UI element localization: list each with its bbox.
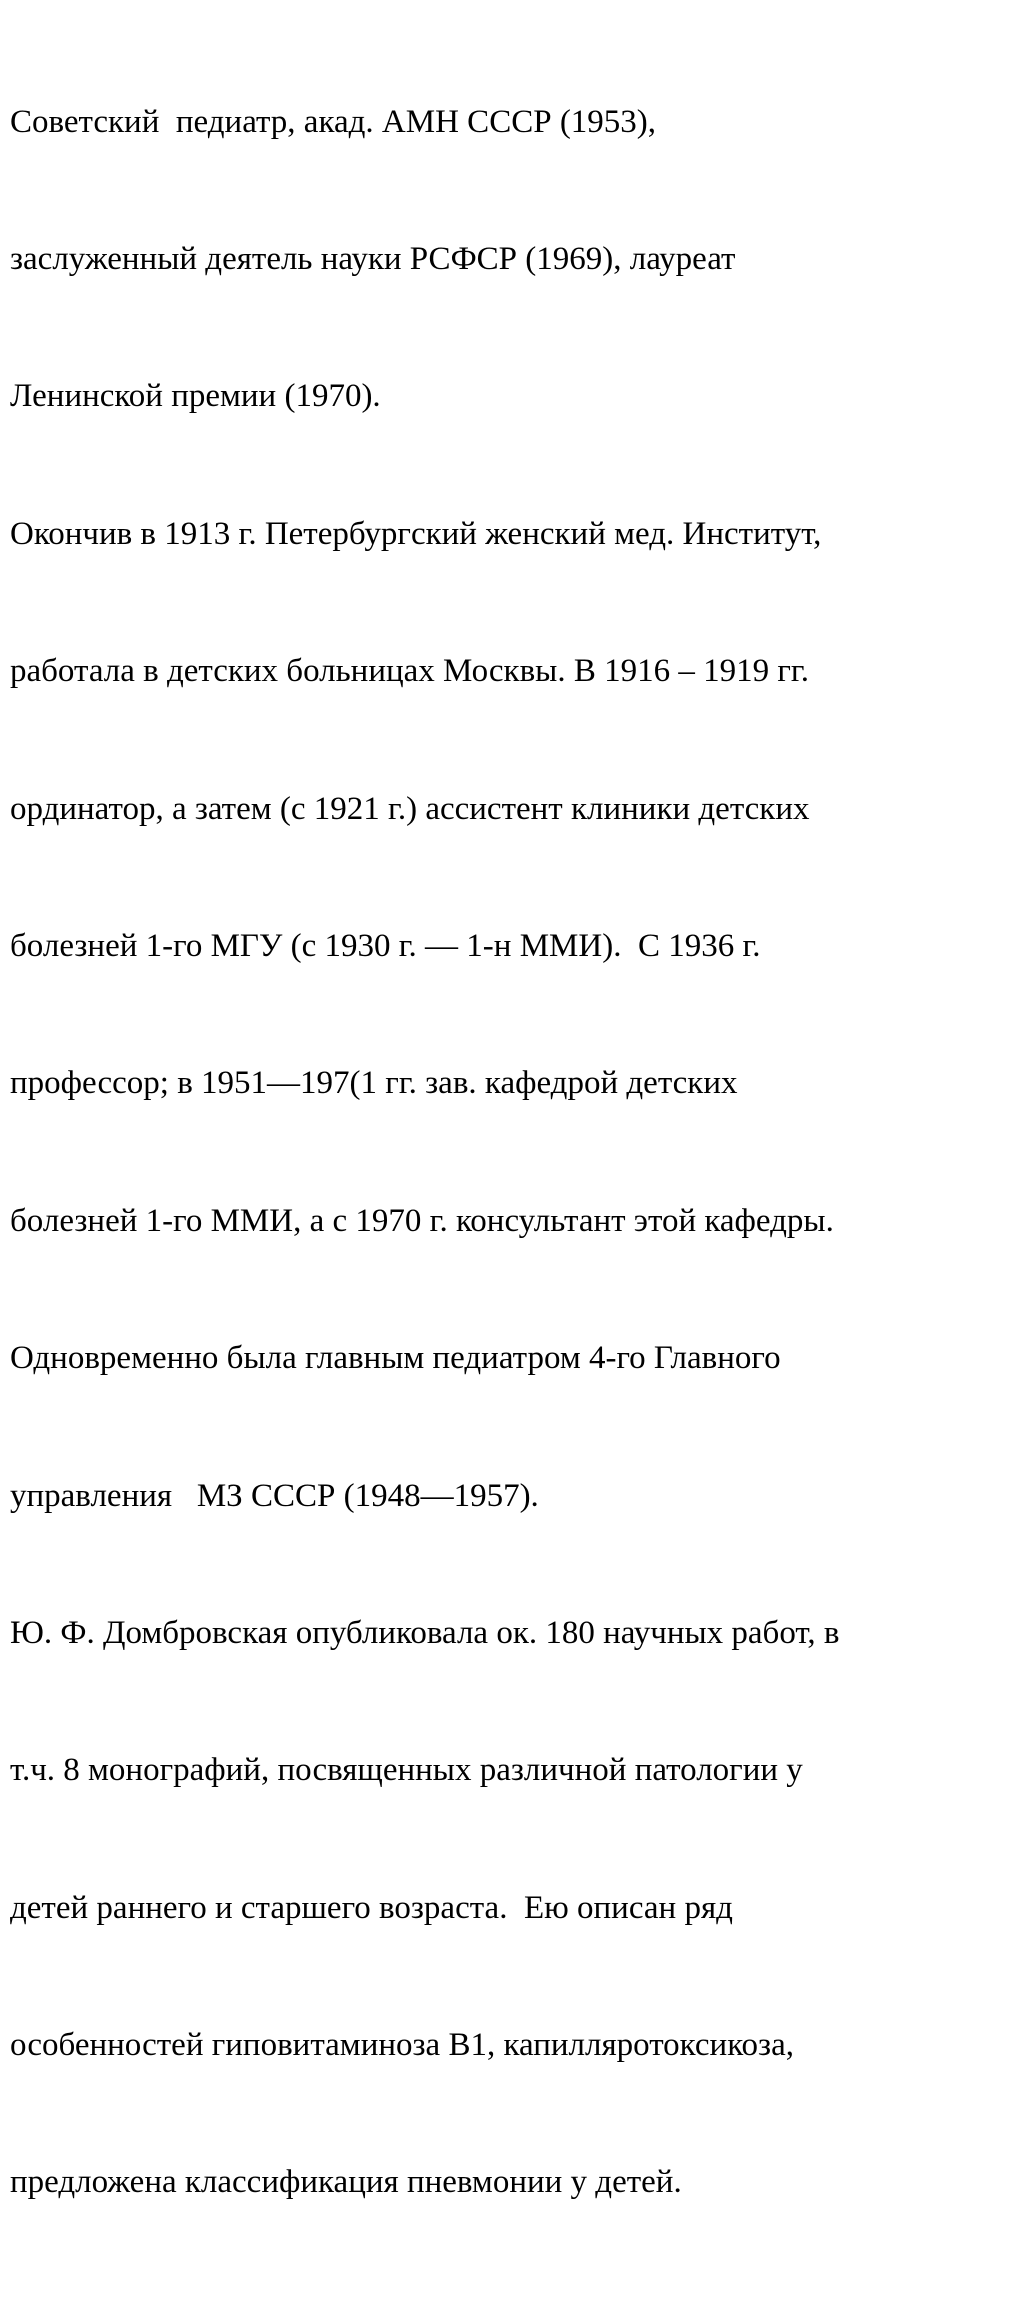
text-line: профессор; в 1951—197(1 гг. зав. кафедрой детских [10, 1065, 738, 1102]
text-line: т.ч. 8 монографий, посвященных различной патологии у [10, 1752, 803, 1789]
text-line: Советский педиатр, акад. АМН СССР (1953), [10, 103, 657, 140]
text-line: управления МЗ СССР (1948—1957). [10, 1477, 539, 1514]
text-line: болезней 1-го МГУ (с 1930 г. — 1-н ММИ). С 1936 г. [10, 927, 761, 964]
text-line: заслуженный деятель науки РСФСР (1969), лауреат [10, 240, 736, 277]
text-line: Одновременно была главным педиатром 4-го Главного [10, 1340, 781, 1377]
text-line: Ю. Ф. Домбровская опубликовала ок. 180 научных работ, в [10, 1614, 840, 1651]
text-line: Окончив в 1913 г. Петербургский женский мед. Институт, [10, 515, 822, 552]
text-line: предложена классификация пневмонии у детей. [10, 2164, 682, 2201]
text-line: особенностей гиповитаминоза В1, капилляротоксикоза, [10, 2027, 794, 2064]
text-line: детей раннего и старшего возраста. Ею описан ряд [10, 1889, 733, 1926]
text-line: болезней 1-го ММИ, а с 1970 г. консультант этой кафедры. [10, 1202, 834, 1239]
text-line: ординатор, а затем (с 1921 г.) ассистент клиники детских [10, 790, 810, 827]
text-line: Ленинской премии (1970). [10, 378, 381, 415]
biography-text [10, 8, 1020, 2298]
text-line: работала в детских больницах Москвы. В 1916 – 1919 гг. [10, 653, 809, 690]
